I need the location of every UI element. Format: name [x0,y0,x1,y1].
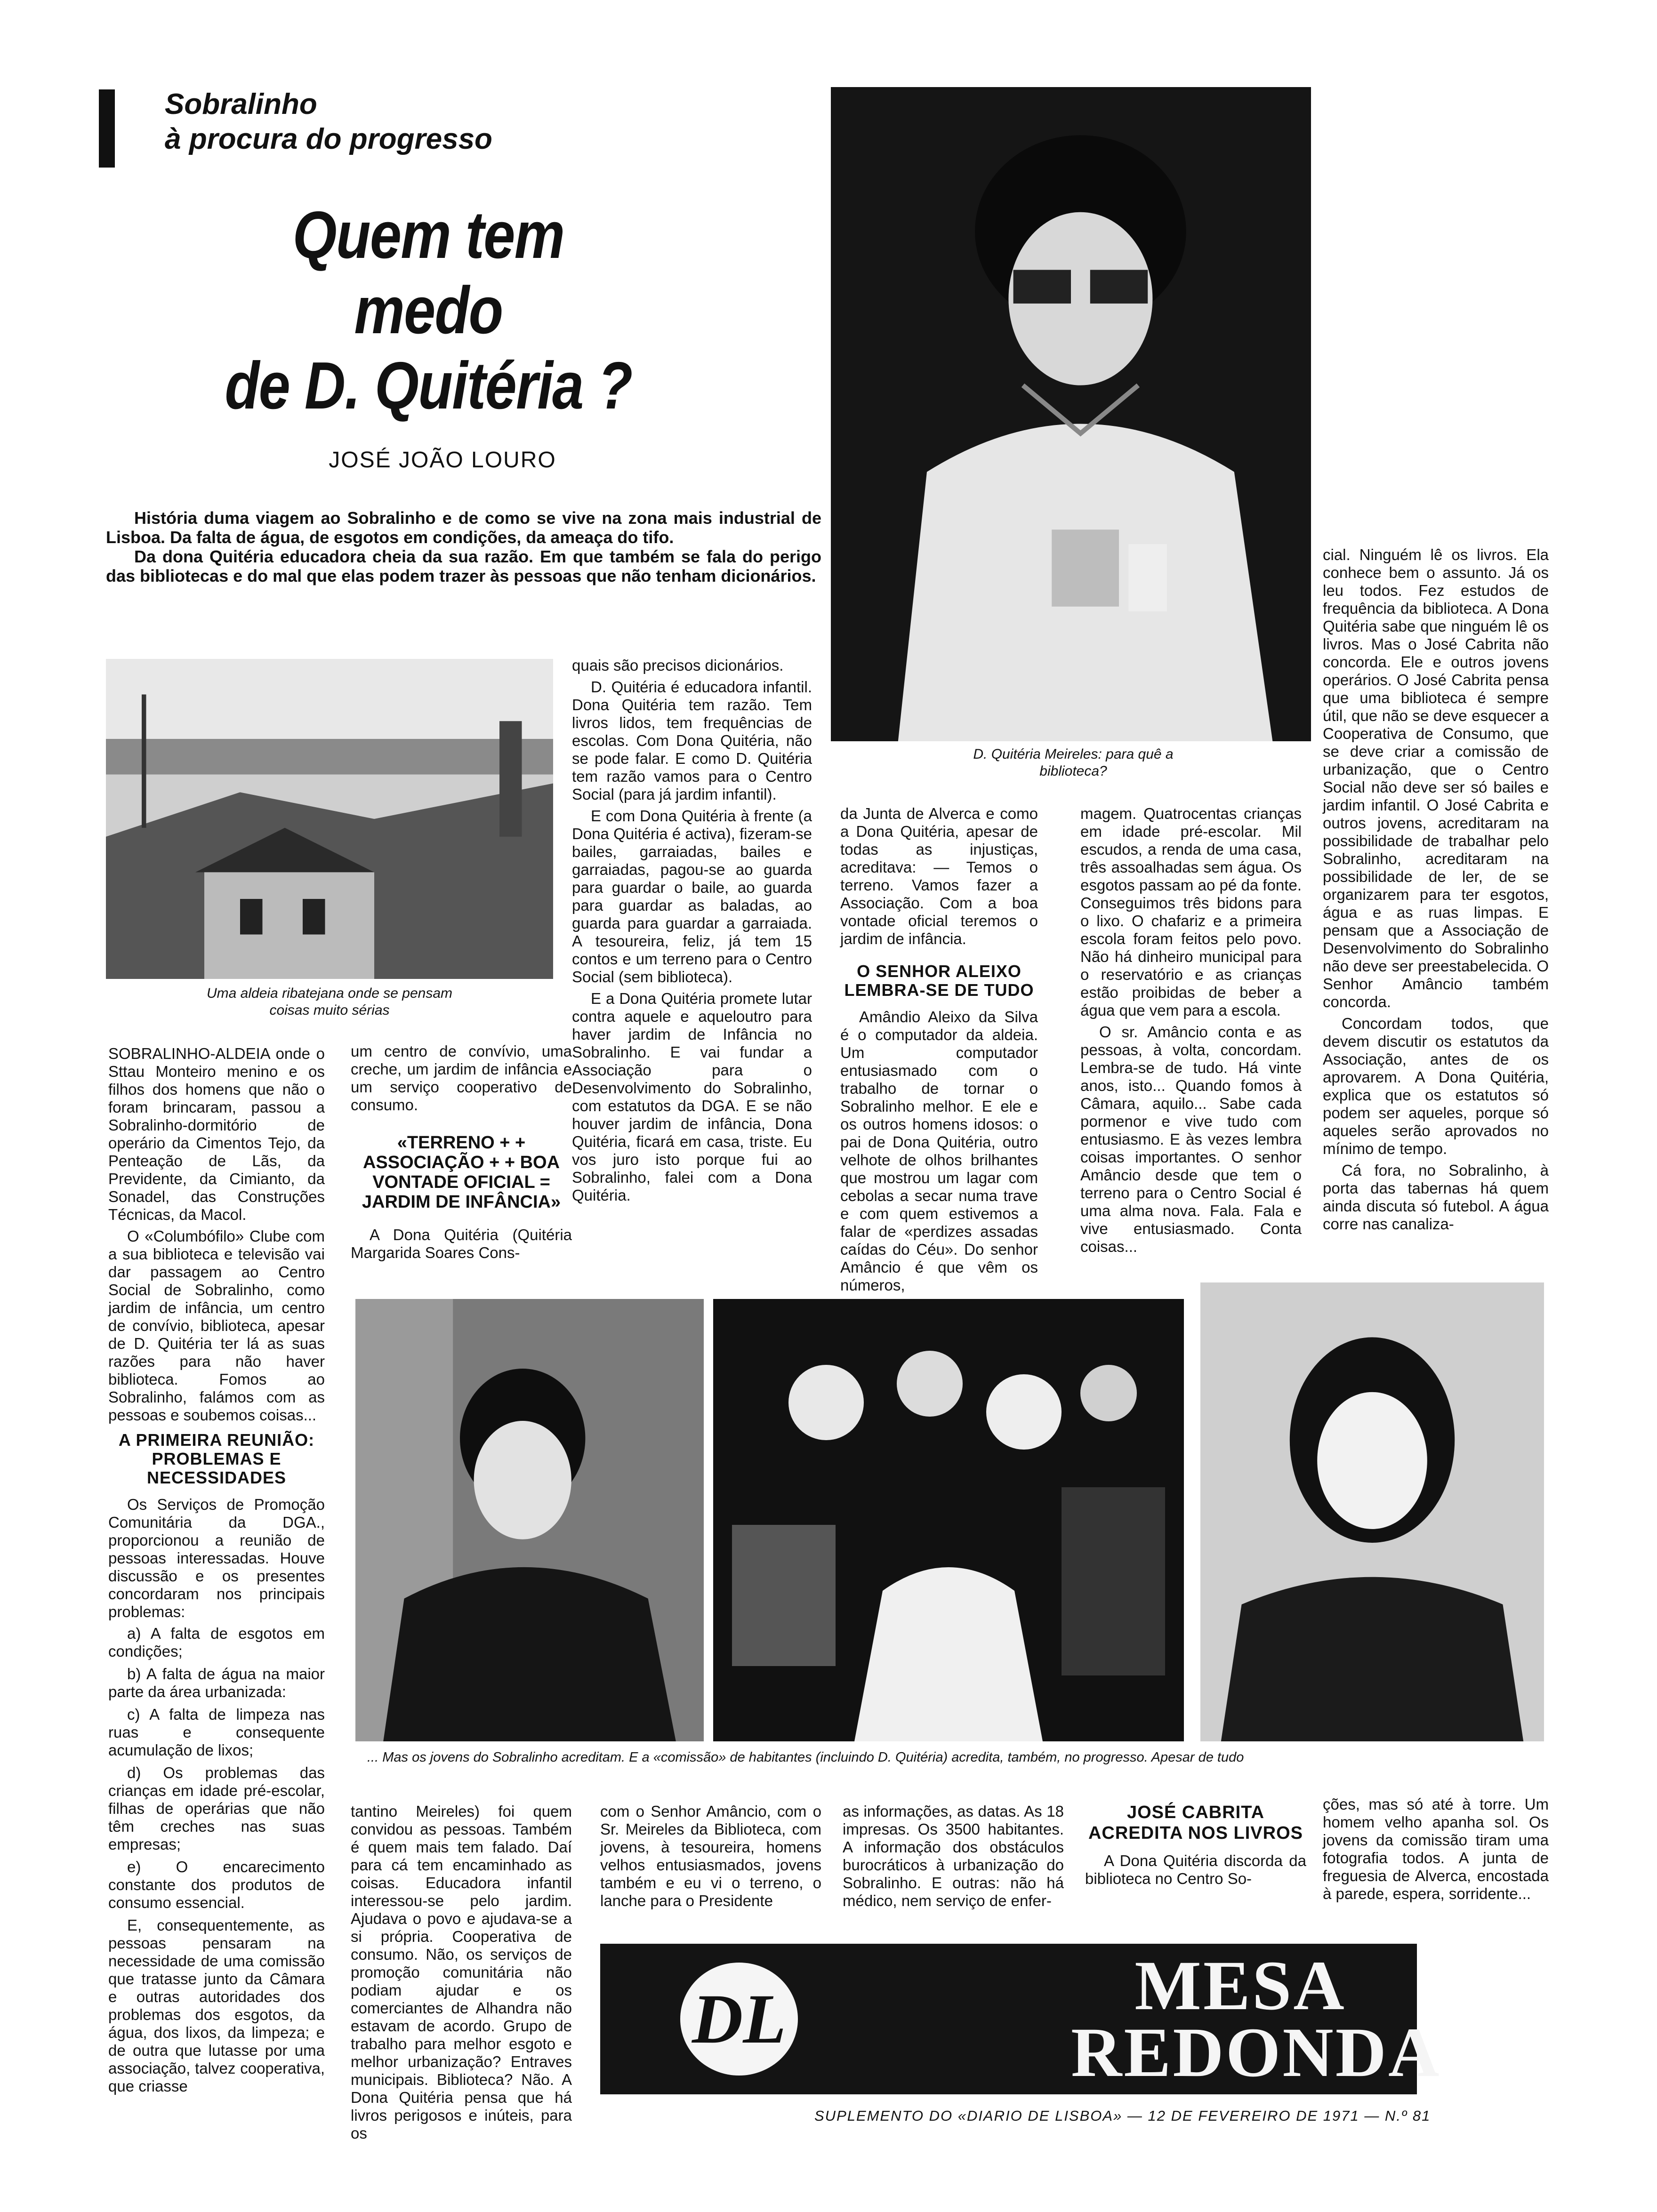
footer-line: SUPLEMENTO DO «DIARIO DE LISBOA» — 12 DE FEVEREIRO DE 1971 — N.º 81 [814,2108,1431,2124]
col6-paragraph-4: ções, mas só até à torre. Um homem velho apanha sol. Os jovens da comissão tiram uma fotografia todos. A junta de freguesia de Alverca, encostada à parede, espera, sorridente... [1323,1795,1549,1902]
column-4-bottom [843,1803,1064,1914]
col3-paragraph-1: quais são precisos dicionários. [572,657,784,674]
masthead-line-2: REDONDA [1071,2013,1441,2092]
col1-item-c: c) A falta de limpeza nas ruas e consequente acumulação de lixos; [108,1706,325,1759]
kicker-line-2: à procura do progresso [165,123,492,155]
photo-village [106,659,553,979]
column-5-top [1080,805,1302,1259]
column-6-top [1323,546,1549,1237]
headline-line-2: medo [354,273,503,348]
photo-young-man [355,1299,704,1741]
col5-paragraph-1: magem. Quatrocentas crianças em idade pré-escolar. Mil escudos, a renda de uma casa, três assoalhadas sem água. Os esgotos passam ao pé da fonte. Conseguimos três bidons para o lixo. O chafariz e a primeira escola foram feitos pelo povo. Não há dinheiro municipal para o reservatório e as crianças estão proibidas de beber a água que vem para a escola. [1080,805,1302,1019]
subhead-senhor-aleixo: O SENHOR ALEIXO LEMBRA-SE DE TUDO [844,962,1034,1000]
column-4-top [840,805,1038,1298]
column-2-bottom [351,1803,572,2146]
col1-paragraph-4: E, consequentemente, as pessoas pensaram na necessidade de uma comissão que tratasse junto da Câmara e outras autoridades dos problemas dos esgotos, da água, dos lixos, da limpeza; e de outra que lutasse por uma associação, talvez cooperativa, que criasse [108,1916,325,2095]
kicker-bar [99,89,115,168]
col1-paragraph-2: O «Columbófilo» Clube com a sua biblioteca e televisão vai dar passagem ao Centro Social de Sobralinho, como jardim de infância, um centro de convívio, biblioteca, apesar de D. Quitéria ter lá as suas razões para não haver biblioteca. Fomos ao Sobralinho, falámos com as pessoas e soubemos coisas... [108,1227,325,1424]
headline [204,198,652,424]
caption-quiteria: D. Quitéria Meireles: para quê a biblioteca? [973,746,1174,779]
masthead-title [1071,1947,1441,2092]
headline-line-1: Quem tem [292,198,564,272]
kicker-line-1: Sobralinho [165,88,317,120]
column-3-bottom [600,1803,821,1914]
col2-paragraph-3: tantino Meireles) foi quem convidou as pessoas. Também é quem mais tem falado. Daí para cá tem encaminhado as coisas. Educadora infantil interessou-se pelo jardim. Ajudava o povo e ajudava-se a si própria. Cooperativa de consumo. Não, os serviços de promoção comunitária não podiam ajudar e os comerciantes de Alhandra não estavam de acordo. Grupo de trabalho para melhor esgoto e melhor urbanização? Entraves municipais. Biblioteca? Não. A Dona Quitéria pensa que há livros perigosos e inúteis, para os [351,1803,572,2142]
col6-paragraph-2: Concordam todos, que devem discutir os estatutos da Associação, antes de os aprovarem. A Dona Quitéria, explica que os estatutos só podem ser aqueles, porque só aqueles serão aprovados no mínimo de tempo. [1323,1015,1549,1157]
lead-paragraph-1: História duma viagem ao Sobralinho e de como se vive na zona mais industrial de Lisboa. Da falta de água, de esgotos em condições, da ameaça do tifo. [106,508,821,547]
col1-paragraph-1: SOBRALINHO-ALDEIA onde o Sttau Monteiro menino e os filhos dos homens que não o foram brincaram, passou a Sobralinho-dormitório de operário da Cimentos Tejo, da Penteação de Lãs, da Previdente, da Cimianto, da Sonadel, das Construções Técnicas, da Macol. [108,1045,325,1223]
masthead-banner [600,1944,1441,2094]
col1-item-d: d) Os problemas das crianças em idade pré-escolar, filhas de operárias que não têm creches nas suas empresas; [108,1764,325,1853]
subhead-primeira-reuniao: A PRIMEIRA REUNIÃO: PROBLEMAS E NECESSIDADES [118,1430,315,1487]
col3-paragraph-5: com o Senhor Amâncio, com o Sr. Meireles da Biblioteca, com jovens, à tesoureira, homens velhos entusiasmados, jovens também e eu vi o terreno, o lanche para o Presidente [600,1803,821,1909]
column-6-bottom [1323,1795,1549,1907]
column-2-top [351,1042,572,1266]
photo-quiteria [831,87,1311,741]
col6-paragraph-3: Cá fora, no Sobralinho, à porta das tabernas há quem ainda discuta só futebol. A água corre nas canaliza- [1323,1162,1549,1233]
caption-village: Uma aldeia ribatejana onde se pensam coisas muito sérias [207,986,452,1018]
col2-paragraph-2: A Dona Quitéria (Quitéria Margarida Soares Cons- [351,1226,572,1261]
col2-paragraph-1: um centro de convívio, uma creche, um jardim de infância e um serviço cooperativo de consumo. [351,1042,572,1114]
col4-paragraph-3: as informações, as datas. As 18 impresas. Os 3500 habitantes. A informação dos obstáculos burocráticos à urbanização do Sobralinho. E outras: não há médico, nem serviço de enfer- [843,1803,1064,1909]
col4-paragraph-1: da Junta de Alverca e como a Dona Quitéria, apesar de todas as injustiças, acreditava: — Temos o terreno. Vamos fazer a Associação. Com a boa vontade oficial teremos o jardim de infância. [840,805,1038,947]
photo-young-woman [1200,1282,1544,1741]
column-5-bottom [1085,1795,1306,1891]
masthead-logo-text: DL [692,1980,786,2058]
col5-paragraph-3: A Dona Quitéria discorda da biblioteca no Centro So- [1085,1852,1306,1887]
col4-paragraph-2: Amândio Aleixo da Silva é o computador da aldeia. Um computador entusiasmado com o trabalho de tornar o Sobralinho melhor. E ele e os outros homens idosos: o pai de Dona Quitéria, outro velhote de olhos brilhantes que mostrou um lagar com cebolas a secar numa trave e com quem estivemos a falar de «perdizes assadas caídas do Céu». Do senhor Amâncio é que vêm os números, [840,1008,1038,1294]
subhead-jose-cabrita: JOSÉ CABRITA ACREDITA NOS LIVROS [1088,1803,1303,1843]
byline: JOSÉ JOÃO LOURO [329,448,556,473]
lead [106,508,821,585]
caption-youth: ... Mas os jovens do Sobralinho acreditam. E a «comissão» de habitantes (incluindo D. Quitéria) acredita, também, no progresso. Apesar de tudo [367,1750,1244,1765]
pull-quote: «TERRENO + + ASSOCIAÇÃO + + BOA VONTADE OFICIAL = JARDIM DE INFÂNCIA» [362,1133,561,1212]
col3-paragraph-2: D. Quitéria é educadora infantil. Dona Quitéria tem razão. Tem livros lidos, tem frequências de escolas. Com Dona Quitéria, não se pode falar. E como D. Quitéria tem razão vamos para o Centro Social (para já jardim infantil). [572,678,812,803]
column-1 [108,1045,325,2099]
col3-paragraph-3: E com Dona Quitéria à frente (a Dona Quitéria é activa), fizeram-se bailes, garraiadas, bailes e garraiadas, pagou-se ao guarda para guardar o baile, ao guarda para guardar as baladas, ao guarda para guardar a garraiada. A tesoureira, feliz, já tem 15 contos e um terreno para o Centro Social (sem biblioteca). [572,807,812,986]
col1-item-e: e) O encarecimento constante dos produtos de consumo essencial. [108,1858,325,1911]
column-3-top [572,657,812,1208]
lead-paragraph-2: Da dona Quitéria educadora cheia da sua razão. Em que também se fala do perigo das bibliotecas e do mal que elas podem trazer às pessoas que não tenham dicionários. [106,547,821,585]
masthead-logo [680,1963,798,2076]
headline-line-3: de D. Quitéria ? [225,348,632,423]
kicker [165,87,588,157]
col1-paragraph-3: Os Serviços de Promoção Comunitária da DGA., proporcionou a reunião de pessoas interessadas. Houve discussão e os presentes concordaram nos principais problemas: [108,1496,325,1620]
col3-paragraph-4: E a Dona Quitéria promete lutar contra aquele e aqueloutro para haver jardim de Infância no Sobralinho. E vai fundar a Associação para o Desenvolvimento do Sobralinho, com estatutos da DGA. E se não houver jardim de infância, Dona Quitéria, ficará em casa, triste. Eu vos juro isto porque fui ao Sobralinho, falei com a Dona Quitéria. [572,990,812,1204]
photo-group [713,1299,1184,1741]
col5-paragraph-2: O sr. Amâncio conta e as pessoas, à volta, concordam. Lembra-se de tudo. Há vinte anos, isto... Quando fomos à Câmara, aquilo... Sabe cada pormenor e vive tudo com entusiasmo. E às vezes lembra coisas importantes. O senhor Amâncio desde que tem o terreno para o Centro Social é uma alma nova. Fala. Fala e vive entusiasmado. Conta coisas... [1080,1023,1302,1255]
col1-item-a: a) A falta de esgotos em condições; [108,1625,325,1660]
col1-item-b: b) A falta de água na maior parte da área urbanizada: [108,1665,325,1700]
masthead-line-1: MESA [1134,1947,1346,2025]
col6-paragraph-1: cial. Ninguém lê os livros. Ela conhece bem o assunto. Já os leu todos. Fez estudos de frequência da biblioteca. A Dona Quitéria sabe que ninguém lê os livros. Mas o José Cabrita não concorda. Ele e outros jovens operários. O José Cabrita pensa que uma biblioteca é sempre útil, que não se deve esquecer a Cooperativa de Consumo, que se deve criar a comissão de urbanização, que o Centro Social não deve ser só bailes e jardim infantil. O José Cabrita e outros jovens, acreditaram na possibilidade de trabalhar pelo Sobralinho, acreditaram na possibilidade de ler, de se organizarem para ter esgotos, água e as ruas limpas. E pensam que a Associação de Desenvolvimento do Sobralinho não deve ser preestabelecida. O Senhor Amâncio também concorda. [1323,546,1549,1010]
